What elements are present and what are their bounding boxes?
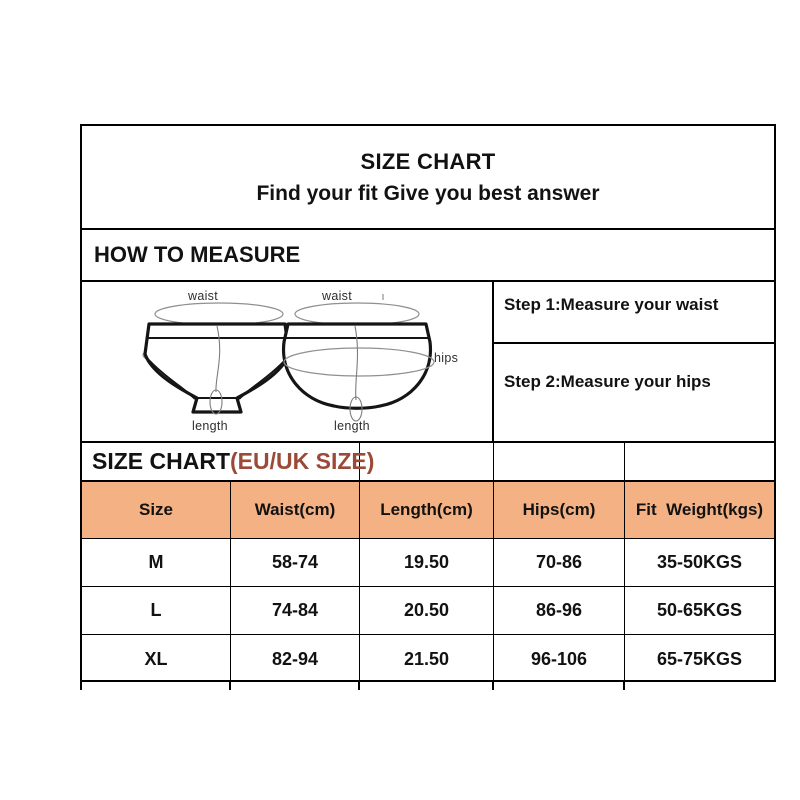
cell-hips: 70-86	[494, 539, 625, 586]
length-label-front: length	[192, 419, 228, 433]
table-row-m	[82, 539, 774, 587]
heading-empty-cell	[494, 443, 625, 480]
heading-empty-cell	[360, 443, 494, 480]
grid-stub	[229, 682, 231, 690]
underwear-sketch	[82, 282, 492, 441]
page-title: SIZE CHART	[360, 148, 496, 174]
cell-waist: 74-84	[231, 587, 360, 634]
table-header-row	[82, 482, 774, 539]
grid-stub	[358, 682, 360, 690]
cell-weight: 65-75KGS	[656, 648, 743, 669]
size-chart-heading-accent: (EU/UK SIZE)	[230, 448, 375, 474]
header-cell-waist: Waist(cm)	[231, 482, 360, 538]
cell-length: 21.50	[360, 635, 494, 683]
size-table	[82, 482, 774, 683]
size-chart-panel	[80, 124, 776, 682]
step-1-text: Step 1:Measure your waist	[494, 282, 774, 344]
title-section	[82, 126, 774, 230]
cell-hips: 86-96	[494, 587, 625, 634]
waist-label-back: waist	[322, 289, 352, 303]
measure-steps	[494, 282, 774, 441]
cell-size: XL	[82, 635, 231, 683]
measure-section	[82, 282, 774, 443]
measure-diagram	[82, 282, 494, 441]
size-chart-heading-main: SIZE CHART	[92, 448, 230, 474]
cell-waist: 82-94	[231, 635, 360, 683]
waist-line-ellipse	[155, 303, 283, 325]
grid-stub	[80, 682, 82, 690]
waist-line-ellipse-back	[295, 303, 419, 325]
header-cell-weight: Fit Weight(kgs)	[635, 500, 764, 519]
size-chart-heading-row	[82, 443, 774, 482]
header-cell-length: Length(cm)	[360, 482, 494, 538]
grid-stub	[623, 682, 625, 690]
step-2-text: Step 2:Measure your hips	[504, 372, 711, 391]
grid-stub	[492, 682, 494, 690]
header-cell-hips: Hips(cm)	[494, 482, 625, 538]
heading-empty-cell	[625, 443, 774, 480]
table-row-xl	[82, 635, 774, 683]
cell-length: 19.50	[360, 539, 494, 586]
cell-size: M	[82, 539, 231, 586]
hips-label: hips	[434, 351, 459, 365]
how-to-measure-heading: HOW TO MEASURE	[82, 230, 774, 282]
table-row-l	[82, 587, 774, 635]
size-chart-heading	[82, 443, 375, 480]
length-label-back: length	[334, 419, 370, 433]
header-cell-size: Size	[82, 482, 231, 538]
cell-waist: 58-74	[231, 539, 360, 586]
cell-weight: 50-65KGS	[656, 600, 743, 620]
waist-label-front: waist	[188, 289, 218, 303]
page-subtitle: Find your fit Give you best answer	[256, 181, 600, 205]
cell-length: 20.50	[360, 587, 494, 634]
cell-weight: 35-50KGS	[656, 552, 743, 572]
cell-hips: 96-106	[494, 635, 625, 683]
cell-size: L	[82, 587, 231, 634]
